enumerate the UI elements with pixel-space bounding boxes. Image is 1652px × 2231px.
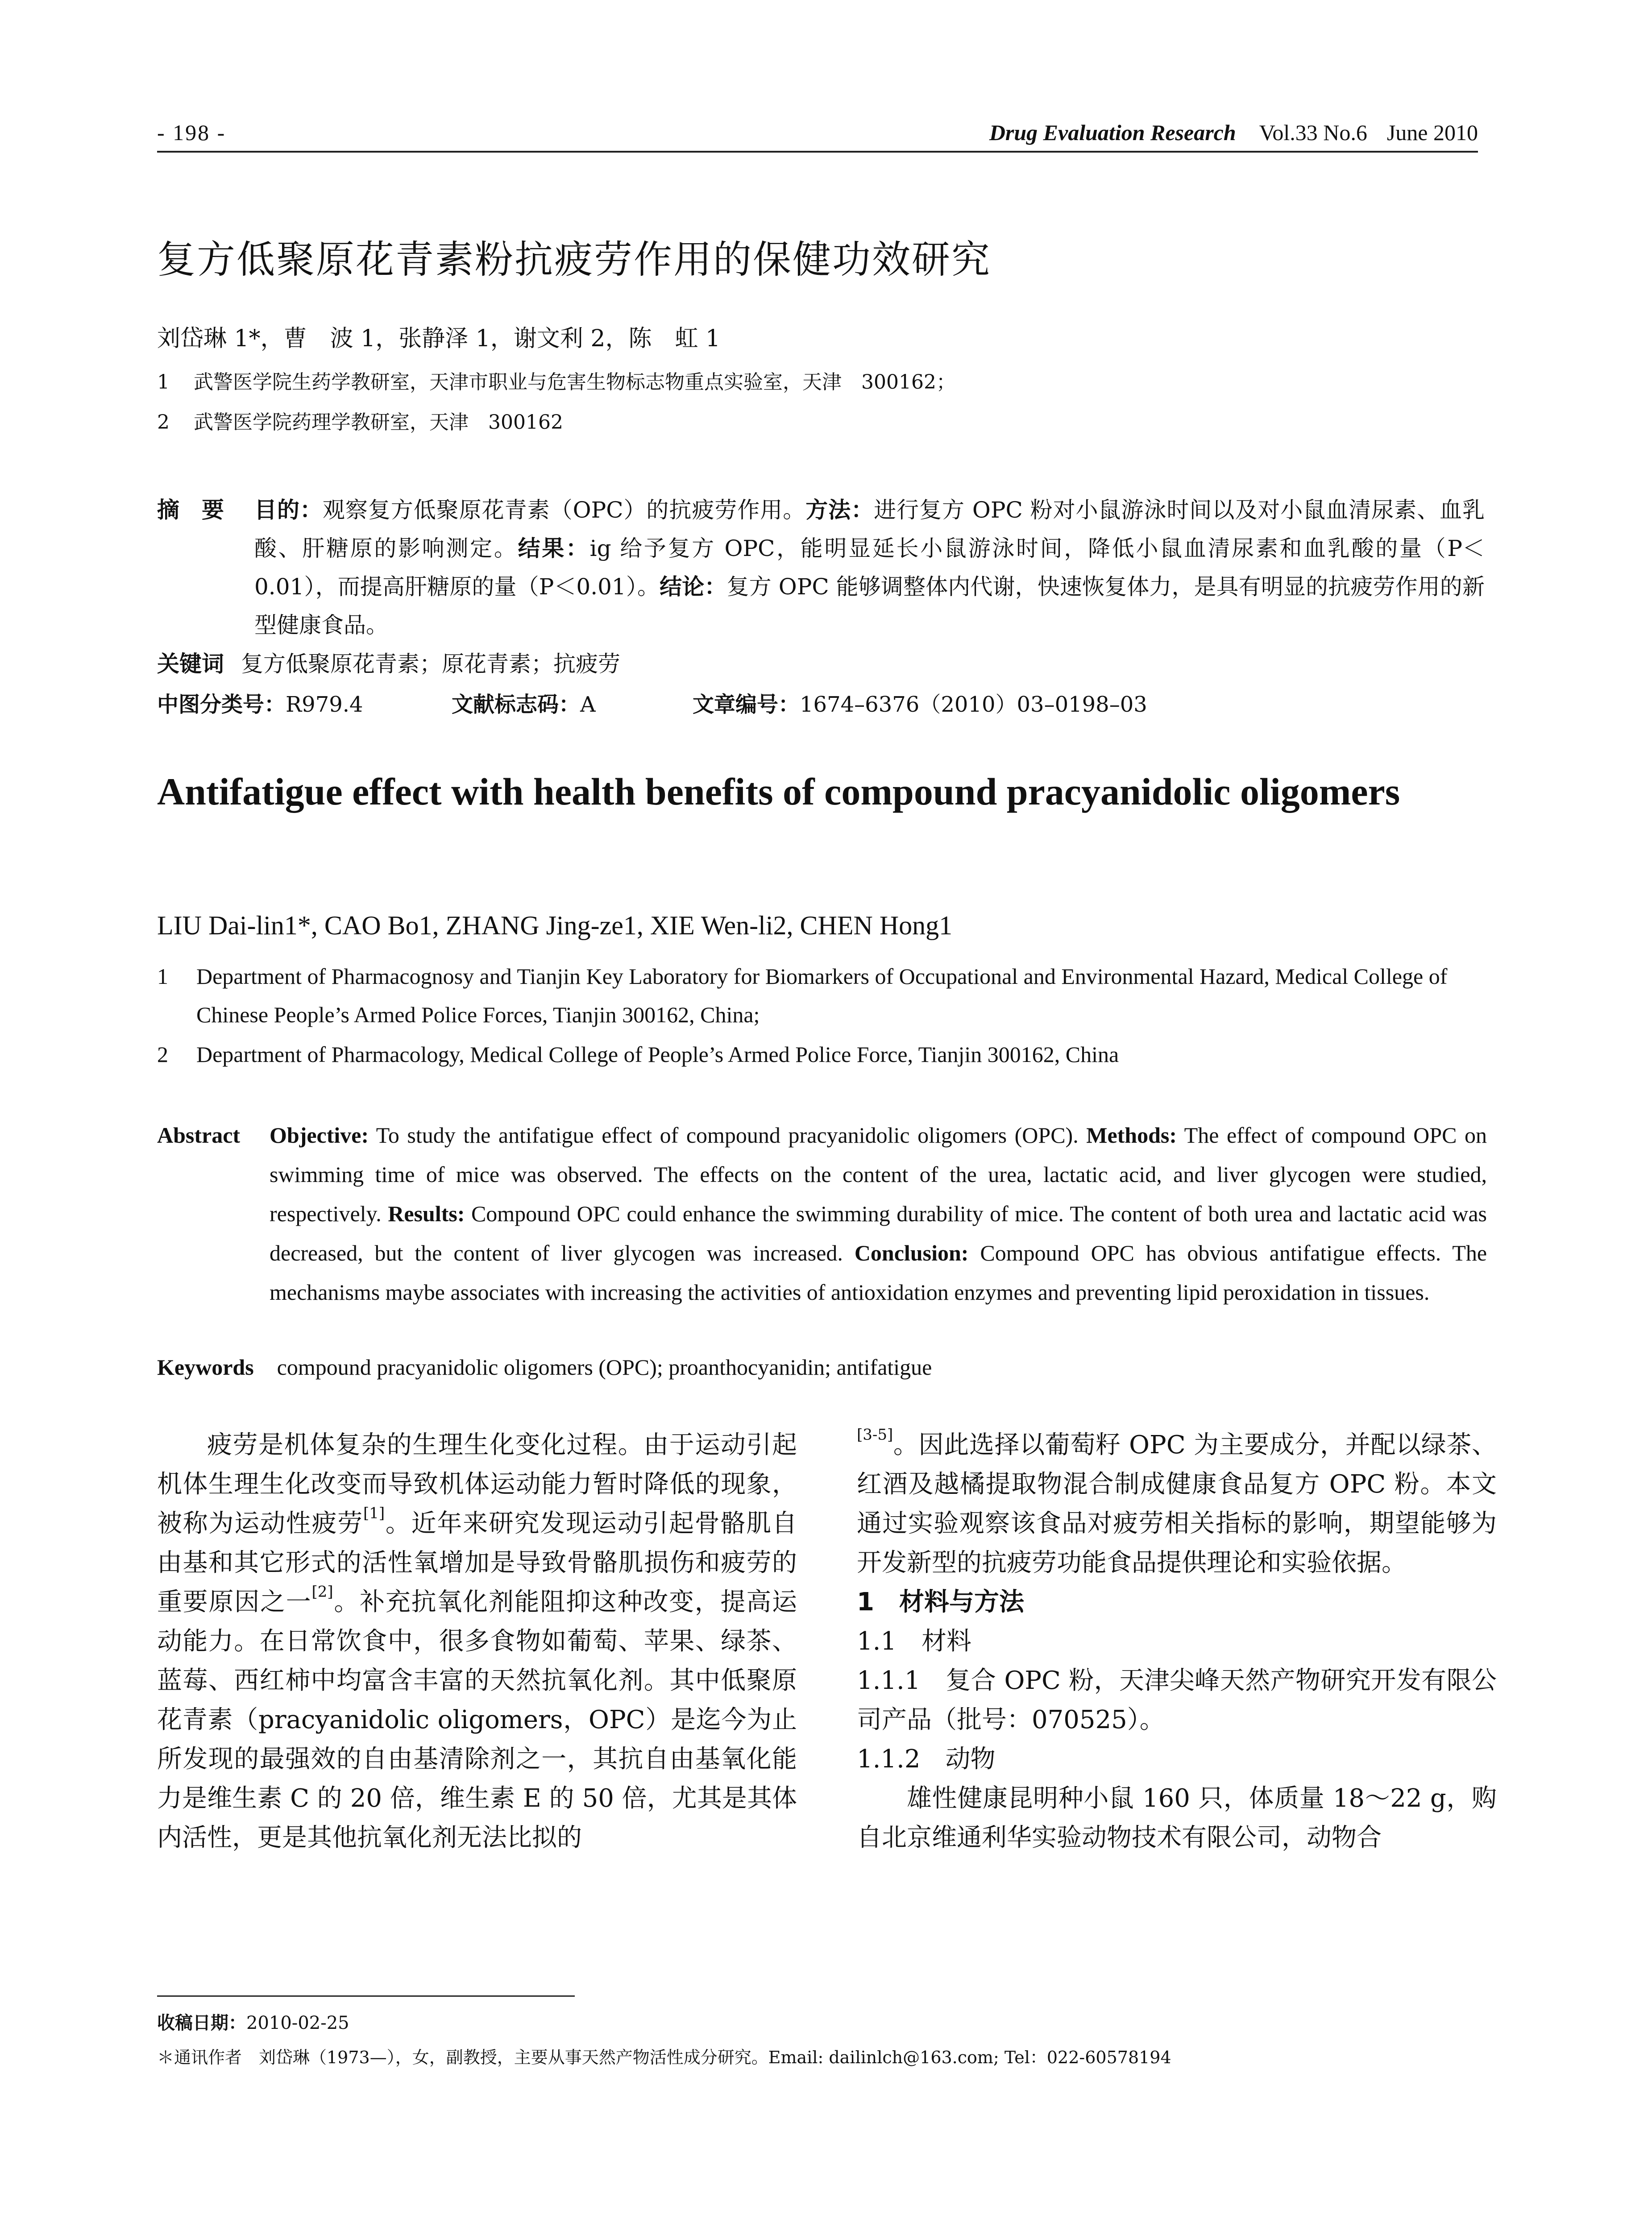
chinese-abstract <box>157 491 1485 644</box>
affiliation-text: 武警医学院药理学教研室，天津 300162 <box>194 411 563 434</box>
conclusion-text: 复方 OPC 能够调整体内代谢，快速恢复体力，是具有明显的抗疲劳作用的新型健康食品。 <box>254 574 1485 638</box>
journal-volume: Vol.33 No.6 <box>1259 120 1367 145</box>
paragraph-text: 。补充抗氧化剂能阻抑这种改变，提高运动能力。在日常饮食中，很多食物如葡萄、苹果、绿茶、蓝莓、西红柿中均富含丰富的天然抗氧化剂。其中低聚原花青素（pracyanidolic oligomers，OPC）是迄今为止所发现的最强效的自由基清除剂之一，其抗自由基氧化能力是维生素 C 的 20 倍，维生素 E 的 50 倍，尤其是其体内活性，更是其他抗氧化剂无法比拟的 <box>157 1588 797 1852</box>
doc-code-label: 文献标志码： <box>452 692 581 717</box>
page-number: - 198 - <box>157 120 226 145</box>
chinese-abstract-label: 摘 要 <box>157 497 224 523</box>
methods-label: Methods: <box>1086 1123 1177 1148</box>
paragraph-text: 。近年来研究发现运动引起骨骼肌自由基和其它形式的活性氧增加是导致骨骼肌损伤和疲劳的重要原因之一 <box>157 1509 797 1617</box>
keywords-label: Keywords <box>157 1355 254 1380</box>
chinese-keywords <box>157 646 620 678</box>
affiliation-number: 1 <box>157 371 170 394</box>
article-number <box>693 687 1147 718</box>
article-no-label: 文章编号： <box>693 692 800 717</box>
chinese-affiliation-2 <box>157 406 563 435</box>
section-heading: 1 材料与方法 <box>857 1588 1024 1617</box>
footnote-rule <box>157 1995 575 1997</box>
english-abstract-label: Abstract <box>157 1123 241 1148</box>
article-no-value: 1674–6376（2010）03–0198–03 <box>800 692 1147 717</box>
english-title: Antifatigue effect with health benefits of compound pracyanidolic oligomers <box>157 770 1400 813</box>
document-code <box>452 687 693 718</box>
body-paragraph <box>857 1426 1497 1583</box>
body-paragraph <box>157 1426 797 1858</box>
affiliation-text: 武警医学院生药学教研室，天津市职业与危害生物标志物重点实验室，天津 300162； <box>194 371 956 394</box>
running-header <box>989 120 1478 145</box>
clc-value: R979.4 <box>286 692 363 717</box>
results-text: ig 给予复方 OPC，能明显延长小鼠游泳时间，降低小鼠血清尿素和血乳酸的量（P＜0.01），而提高肝糖原的量（P＜0.01）。 <box>254 535 1485 600</box>
objective-label: Objective: <box>270 1123 369 1148</box>
chinese-abstract-text <box>254 491 1485 644</box>
citation: [2] <box>311 1583 333 1601</box>
clc-number <box>157 687 452 718</box>
affiliation-number: 1 <box>157 964 168 989</box>
chinese-affiliation-1 <box>157 366 956 394</box>
conclusion-text: Compound OPC has obvious antifatigue effects. The mechanisms maybe associates with increasing the activities of antioxidation enzymes and preventing lipid peroxidation in tissues. <box>270 1240 1487 1305</box>
journal-name: Drug Evaluation Research <box>989 120 1236 145</box>
methods-text: The effect of compound OPC on swimming time of mice was observed. The effects on the content of the urea, lactatic acid, and liver glycogen were studied, respectively. <box>270 1123 1487 1226</box>
doc-code-value: A <box>580 692 596 717</box>
corresponding-author-note: ＊通讯作者 刘岱琳（1973—），女，副教授，主要从事天然产物活性成分研究。Email: dailinlch@163.com; Tel：022-60578194 <box>157 2048 1171 2067</box>
objective-text: To study the antifatigue effect of compound pracyanidolic oligomers (OPC). <box>376 1123 1079 1148</box>
keywords-text: compound pracyanidolic oligomers (OPC); proanthocyanidin; antifatigue <box>277 1355 932 1380</box>
header-rule <box>157 151 1478 153</box>
clc-label: 中图分类号： <box>157 692 286 717</box>
objective-text: 观察复方低聚原花青素（OPC）的抗疲劳作用。 <box>322 497 806 523</box>
english-authors: LIU Dai-lin1*, CAO Bo1, ZHANG Jing-ze1, XIE Wen-li2, CHEN Hong1 <box>157 911 953 940</box>
english-abstract <box>157 1116 1487 1312</box>
body-column-right <box>857 1426 1497 1858</box>
subsubsection-heading: 1.1.2 动物 <box>857 1745 996 1774</box>
affiliation-text: Department of Pharmacology, Medical College of People’s Armed Police Force, Tianjin 300162, China <box>196 1042 1119 1067</box>
results-label: 结果： <box>518 535 590 561</box>
paragraph-text: 。因此选择以葡萄籽 OPC 为主要成分，并配以绿茶、红酒及越橘提取物混合制成健康食品复方 OPC 粉。本文通过实验观察该食品对疲劳相关指标的影响，期望能够为开发新型的抗疲劳功能食品提供理论和实验依据。 <box>857 1431 1497 1577</box>
results-label: Results: <box>388 1201 465 1226</box>
affiliation-number: 2 <box>157 411 170 434</box>
methods-label: 方法： <box>805 497 874 523</box>
conclusion-label: Conclusion: <box>854 1240 969 1265</box>
received-label: 收稿日期： <box>157 2013 246 2033</box>
english-affiliation-2 <box>157 1035 1487 1074</box>
chinese-authors: 刘岱琳 1*，曹 波 1，张静泽 1，谢文利 2，陈 虹 1 <box>157 325 721 352</box>
results-text: Compound OPC could enhance the swimming durability of mice. The content of both urea and lactatic acid was decreased, but the content of liver glycogen was increased. <box>270 1201 1487 1265</box>
subsection-heading: 1.1 材料 <box>857 1627 972 1656</box>
journal-date: June 2010 <box>1386 120 1478 145</box>
english-affiliation-1 <box>157 957 1487 1034</box>
citation: [3-5] <box>857 1426 893 1444</box>
objective-label: 目的： <box>254 497 323 523</box>
paragraph-text: 疲劳是机体复杂的生理生化变化过程。由于运动引起机体生理生化改变而导致机体运动能力暂时降低的现象，被称为运动性疲劳 <box>157 1431 797 1538</box>
methods-text: 进行复方 OPC 粉对小鼠游泳时间以及对小鼠血清尿素、血乳酸、肝糖原的影响测定。 <box>254 497 1485 561</box>
affiliation-number: 2 <box>157 1042 168 1067</box>
classification-line <box>157 687 1147 718</box>
citation: [1] <box>363 1504 385 1522</box>
received-value: 2010-02-25 <box>246 2013 349 2033</box>
keywords-text: 复方低聚原花青素；原花青素；抗疲劳 <box>241 651 620 677</box>
subsubsection-paragraph: 1.1.1 复合 OPC 粉，天津尖峰天然产物研究开发有限公司产品（批号：070525）。 <box>857 1666 1497 1734</box>
conclusion-label: 结论： <box>660 574 727 600</box>
chinese-title: 复方低聚原花青素粉抗疲劳作用的保健功效研究 <box>157 237 991 282</box>
body-paragraph: 雄性健康昆明种小鼠 160 只，体质量 18～22 g，购自北京维通利华实验动物技术有限公司，动物合 <box>857 1784 1497 1852</box>
english-abstract-text <box>270 1116 1487 1312</box>
keywords-label: 关键词 <box>157 651 224 677</box>
received-date <box>157 2009 349 2034</box>
english-keywords <box>157 1354 932 1380</box>
body-column-left <box>157 1426 797 1858</box>
affiliation-text: Department of Pharmacognosy and Tianjin Key Laboratory for Biomarkers of Occupational and Environmental Hazard, Medical College of Chinese People’s Armed Police Forces, Tianjin 300162, China; <box>196 964 1448 1027</box>
